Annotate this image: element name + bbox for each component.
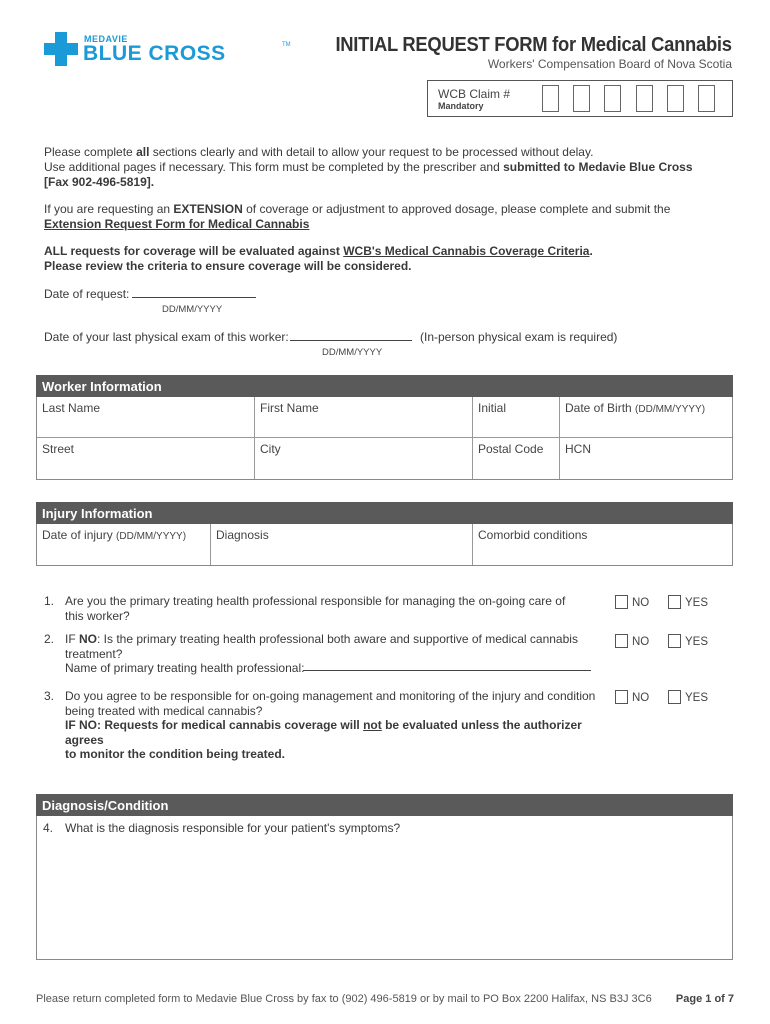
question-3-no-checkbox[interactable] (615, 690, 628, 704)
last-name-field[interactable]: Last Name (37, 397, 255, 438)
question-1-number: 1. (44, 594, 55, 608)
comorbid-conditions-field[interactable]: Comorbid conditions (478, 528, 588, 542)
question-3-yes-label: YES (685, 692, 709, 704)
question-1-no-label: NO (632, 597, 650, 609)
form-title: INITIAL REQUEST FORM for Medical Cannabis (335, 34, 732, 56)
question-3-yes-checkbox[interactable] (668, 690, 681, 704)
wcb-claim-label: WCB Claim # (438, 87, 511, 101)
date-of-request-hint: DD/MM/YYYY (162, 304, 223, 315)
logo-trademark: TM (282, 42, 291, 48)
question-2-yes-checkbox[interactable] (668, 634, 681, 648)
question-2-no-checkbox[interactable] (615, 634, 628, 648)
primary-professional-name-field[interactable] (303, 670, 591, 671)
diagnosis-field[interactable]: Diagnosis (211, 524, 473, 565)
last-exam-note: (In-person physical exam is required) (420, 330, 618, 344)
question-1-yes-label: YES (685, 597, 709, 609)
diagnosis-answer-box[interactable] (36, 816, 733, 960)
injury-info-grid (36, 524, 733, 566)
date-of-injury-field[interactable]: Date of injury (DD/MM/YYYY) (37, 524, 211, 565)
question-3-no-label: NO (632, 692, 650, 704)
date-of-birth-field[interactable]: Date of Birth (DD/MM/YYYY) (560, 397, 732, 438)
page-number: Page 1 of 7 (675, 993, 734, 1005)
injury-info-header: Injury Information (36, 502, 733, 524)
question-4-text: What is the diagnosis responsible for your patient's symptoms? (65, 821, 401, 835)
question-1-text: Are you the primary treating health professional responsible for managing the on-going care of this worker? (65, 594, 566, 623)
logo-brand-main: BLUE CROSS (83, 42, 226, 65)
medavie-blue-cross-logo (44, 28, 291, 72)
form-subtitle: Workers' Compensation Board of Nova Scotia (487, 57, 732, 71)
extension-form-link[interactable]: Extension Request Form for Medical Cannabis (44, 217, 310, 231)
last-exam-date-field[interactable] (290, 340, 412, 341)
worker-info-grid (36, 397, 733, 480)
postal-code-field[interactable]: Postal Code (473, 438, 560, 479)
question-3-text: Do you agree to be responsible for on-going management and monitoring of the injury and condition being treated with medical cannabis? IF NO: Requests for medical cannabis coverage will not be evaluated unless the authorizer agrees to monitor the condition being treated. (65, 689, 596, 761)
footer-return-instructions: Please return completed form to Medavie Blue Cross by fax to (902) 496-5819 or by mail to PO Box 2200 Halifax, NS B3J 3C6 (36, 993, 652, 1005)
hcn-field[interactable]: HCN (565, 442, 591, 456)
question-1-yes-checkbox[interactable] (668, 595, 681, 609)
question-1-no-checkbox[interactable] (615, 595, 628, 609)
blue-cross-icon (44, 32, 78, 66)
extension-paragraph: If you are requesting an EXTENSION of coverage or adjustment to approved dosage, please complete and submit the Extension Request Form for Medical Cannabis (44, 202, 744, 232)
claim-digit-box[interactable] (573, 85, 590, 112)
claim-digit-box[interactable] (698, 85, 715, 112)
date-of-request-label: Date of request: (44, 287, 130, 301)
claim-digit-box[interactable] (604, 85, 621, 112)
question-3-number: 3. (44, 689, 55, 703)
last-exam-label: Date of your last physical exam of this worker: (44, 330, 289, 344)
claim-digit-box[interactable] (667, 85, 684, 112)
diagnosis-condition-header: Diagnosis/Condition (36, 794, 733, 816)
worker-info-header: Worker Information (36, 375, 733, 397)
question-4-number: 4. (43, 821, 54, 835)
coverage-criteria-link[interactable]: WCB's Medical Cannabis Coverage Criteria (343, 244, 590, 258)
question-2-yes-label: YES (685, 636, 709, 648)
wcb-claim-mandatory: Mandatory (438, 101, 484, 111)
logo-brand-top: MEDAVIE (84, 34, 128, 44)
intro-paragraph: Please complete all sections clearly and with detail to allow your request to be processed without delay. Use additional pages if necessary. This form must be completed by the prescriber and submitted to Medavie Blue Cross [Fax 902-496-5819]. (44, 145, 693, 189)
wcb-claim-box (427, 80, 733, 117)
first-name-field[interactable]: First Name (255, 397, 473, 438)
question-2-text: IF NO: Is the primary treating health professional both aware and supportive of medical cannabis treatment? Name of primary treating health professional: (65, 632, 578, 675)
claim-digit-box[interactable] (636, 85, 653, 112)
initial-field[interactable]: Initial (473, 397, 560, 438)
last-exam-hint: DD/MM/YYYY (322, 347, 383, 358)
street-field[interactable]: Street (37, 438, 255, 479)
claim-digit-box[interactable] (542, 85, 559, 112)
question-2-number: 2. (44, 632, 55, 646)
city-field[interactable]: City (255, 438, 473, 479)
criteria-paragraph: ALL requests for coverage will be evaluated against WCB's Medical Cannabis Coverage Criteria. Please review the criteria to ensure coverage will be considered. (44, 244, 593, 273)
question-2-no-label: NO (632, 636, 650, 648)
date-of-request-field[interactable] (132, 297, 256, 298)
